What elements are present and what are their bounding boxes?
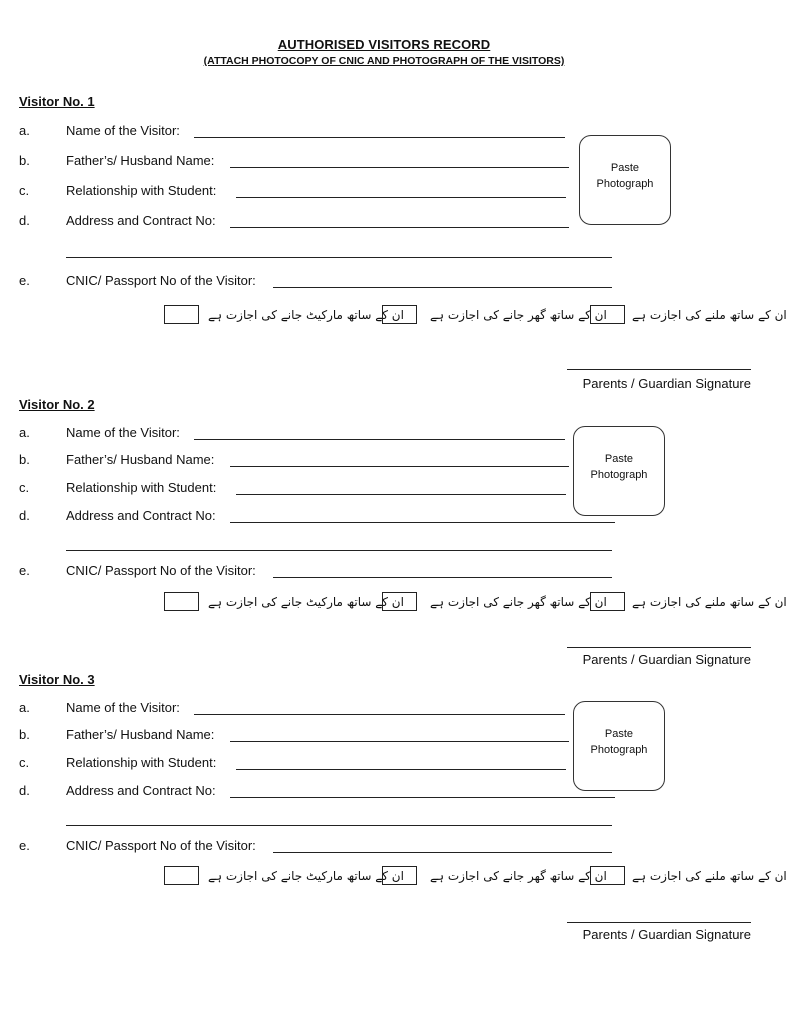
permission-market-checkbox[interactable] <box>164 866 199 885</box>
cnic-passport-field[interactable] <box>273 287 612 288</box>
photo-label-line1: Paste <box>604 453 634 465</box>
photo-label-line2: Photograph <box>590 469 648 481</box>
field-letter: c. <box>19 755 30 770</box>
signature-label: Parents / Guardian Signature <box>582 927 751 942</box>
signature-line[interactable] <box>567 922 751 923</box>
field-letter: b. <box>19 727 30 742</box>
field-label-father-husband-name: Father’s/ Husband Name: <box>66 727 215 742</box>
field-letter: e. <box>19 838 30 853</box>
permission-home-checkbox[interactable] <box>382 592 417 611</box>
permission-meet-label: ان کے ساتھ ملنے کی اجازت ہے <box>632 595 787 609</box>
field-letter: d. <box>19 508 30 523</box>
field-letter: a. <box>19 700 30 715</box>
permission-meet-label: ان کے ساتھ ملنے کی اجازت ہے <box>632 308 787 322</box>
photo-label-line2: Photograph <box>590 744 648 756</box>
field-label-address-contact: Address and Contract No: <box>66 213 216 228</box>
cnic-passport-field[interactable] <box>273 577 612 578</box>
signature-label: Parents / Guardian Signature <box>582 376 751 391</box>
permission-meet-checkbox[interactable] <box>590 592 625 611</box>
field-label-cnic-passport: CNIC/ Passport No of the Visitor: <box>66 273 256 288</box>
visitor-heading: Visitor No. 2 <box>19 397 95 412</box>
address-contact-field[interactable] <box>230 227 569 228</box>
field-label-relationship: Relationship with Student: <box>66 480 217 495</box>
permission-market-checkbox[interactable] <box>164 305 199 324</box>
permission-meet-label: ان کے ساتھ ملنے کی اجازت ہے <box>632 869 787 883</box>
permission-market-checkbox[interactable] <box>164 592 199 611</box>
field-letter: d. <box>19 213 30 228</box>
address-continuation-field[interactable] <box>66 257 612 258</box>
field-letter: e. <box>19 563 30 578</box>
field-label-father-husband-name: Father’s/ Husband Name: <box>66 452 215 467</box>
father-husband-name-field[interactable] <box>230 466 569 467</box>
field-label-visitor-name: Name of the Visitor: <box>66 425 180 440</box>
signature-line[interactable] <box>567 369 751 370</box>
relationship-field[interactable] <box>236 769 566 770</box>
field-label-relationship: Relationship with Student: <box>66 183 217 198</box>
page-subtitle: (ATTACH PHOTOCOPY OF CNIC AND PHOTOGRAPH OF THE VISITORS) <box>203 55 565 67</box>
permission-home-label: ان کے ساتھ گھر جانے کی اجازت ہے <box>430 308 607 322</box>
field-label-father-husband-name: Father’s/ Husband Name: <box>66 153 215 168</box>
photo-label-line1: Paste <box>610 162 640 174</box>
visitor-section-3 <box>0 672 787 952</box>
field-label-visitor-name: Name of the Visitor: <box>66 123 180 138</box>
field-letter: a. <box>19 425 30 440</box>
address-continuation-field[interactable] <box>66 825 612 826</box>
visitor-section-2 <box>0 397 787 677</box>
field-label-address-contact: Address and Contract No: <box>66 508 216 523</box>
father-husband-name-field[interactable] <box>230 741 569 742</box>
relationship-field[interactable] <box>236 494 566 495</box>
visitor-heading: Visitor No. 3 <box>19 672 95 687</box>
field-letter: b. <box>19 452 30 467</box>
permission-home-label: ان کے ساتھ گھر جانے کی اجازت ہے <box>430 595 607 609</box>
permission-market-label: ان کے ساتھ مارکیٹ جانے کی اجازت ہے <box>208 595 404 609</box>
field-letter: c. <box>19 183 30 198</box>
permission-home-checkbox[interactable] <box>382 866 417 885</box>
visitor-section-1 <box>0 94 787 391</box>
address-contact-field[interactable] <box>230 522 615 523</box>
paste-photograph-box <box>573 701 665 791</box>
permission-home-label: ان کے ساتھ گھر جانے کی اجازت ہے <box>430 869 607 883</box>
visitor-name-field[interactable] <box>194 439 565 440</box>
field-label-address-contact: Address and Contract No: <box>66 783 216 798</box>
permission-home-checkbox[interactable] <box>382 305 417 324</box>
field-label-visitor-name: Name of the Visitor: <box>66 700 180 715</box>
field-letter: b. <box>19 153 30 168</box>
signature-label: Parents / Guardian Signature <box>582 652 751 667</box>
address-continuation-field[interactable] <box>66 550 612 551</box>
signature-line[interactable] <box>567 647 751 648</box>
field-label-cnic-passport: CNIC/ Passport No of the Visitor: <box>66 563 256 578</box>
visitor-name-field[interactable] <box>194 137 565 138</box>
permission-meet-checkbox[interactable] <box>590 866 625 885</box>
cnic-passport-field[interactable] <box>273 852 612 853</box>
field-letter: d. <box>19 783 30 798</box>
photo-label-line1: Paste <box>604 728 634 740</box>
permission-meet-checkbox[interactable] <box>590 305 625 324</box>
paste-photograph-box <box>573 426 665 516</box>
field-letter: a. <box>19 123 30 138</box>
field-letter: e. <box>19 273 30 288</box>
father-husband-name-field[interactable] <box>230 167 569 168</box>
permission-market-label: ان کے ساتھ مارکیٹ جانے کی اجازت ہے <box>208 869 404 883</box>
page-title: AUTHORISED VISITORS RECORD <box>277 37 491 52</box>
relationship-field[interactable] <box>236 197 566 198</box>
field-label-cnic-passport: CNIC/ Passport No of the Visitor: <box>66 838 256 853</box>
paste-photograph-box <box>579 135 671 225</box>
field-label-relationship: Relationship with Student: <box>66 755 217 770</box>
photo-label-line2: Photograph <box>596 178 654 190</box>
field-letter: c. <box>19 480 30 495</box>
address-contact-field[interactable] <box>230 797 615 798</box>
visitor-heading: Visitor No. 1 <box>19 94 95 109</box>
visitor-name-field[interactable] <box>194 714 565 715</box>
permission-market-label: ان کے ساتھ مارکیٹ جانے کی اجازت ہے <box>208 308 404 322</box>
